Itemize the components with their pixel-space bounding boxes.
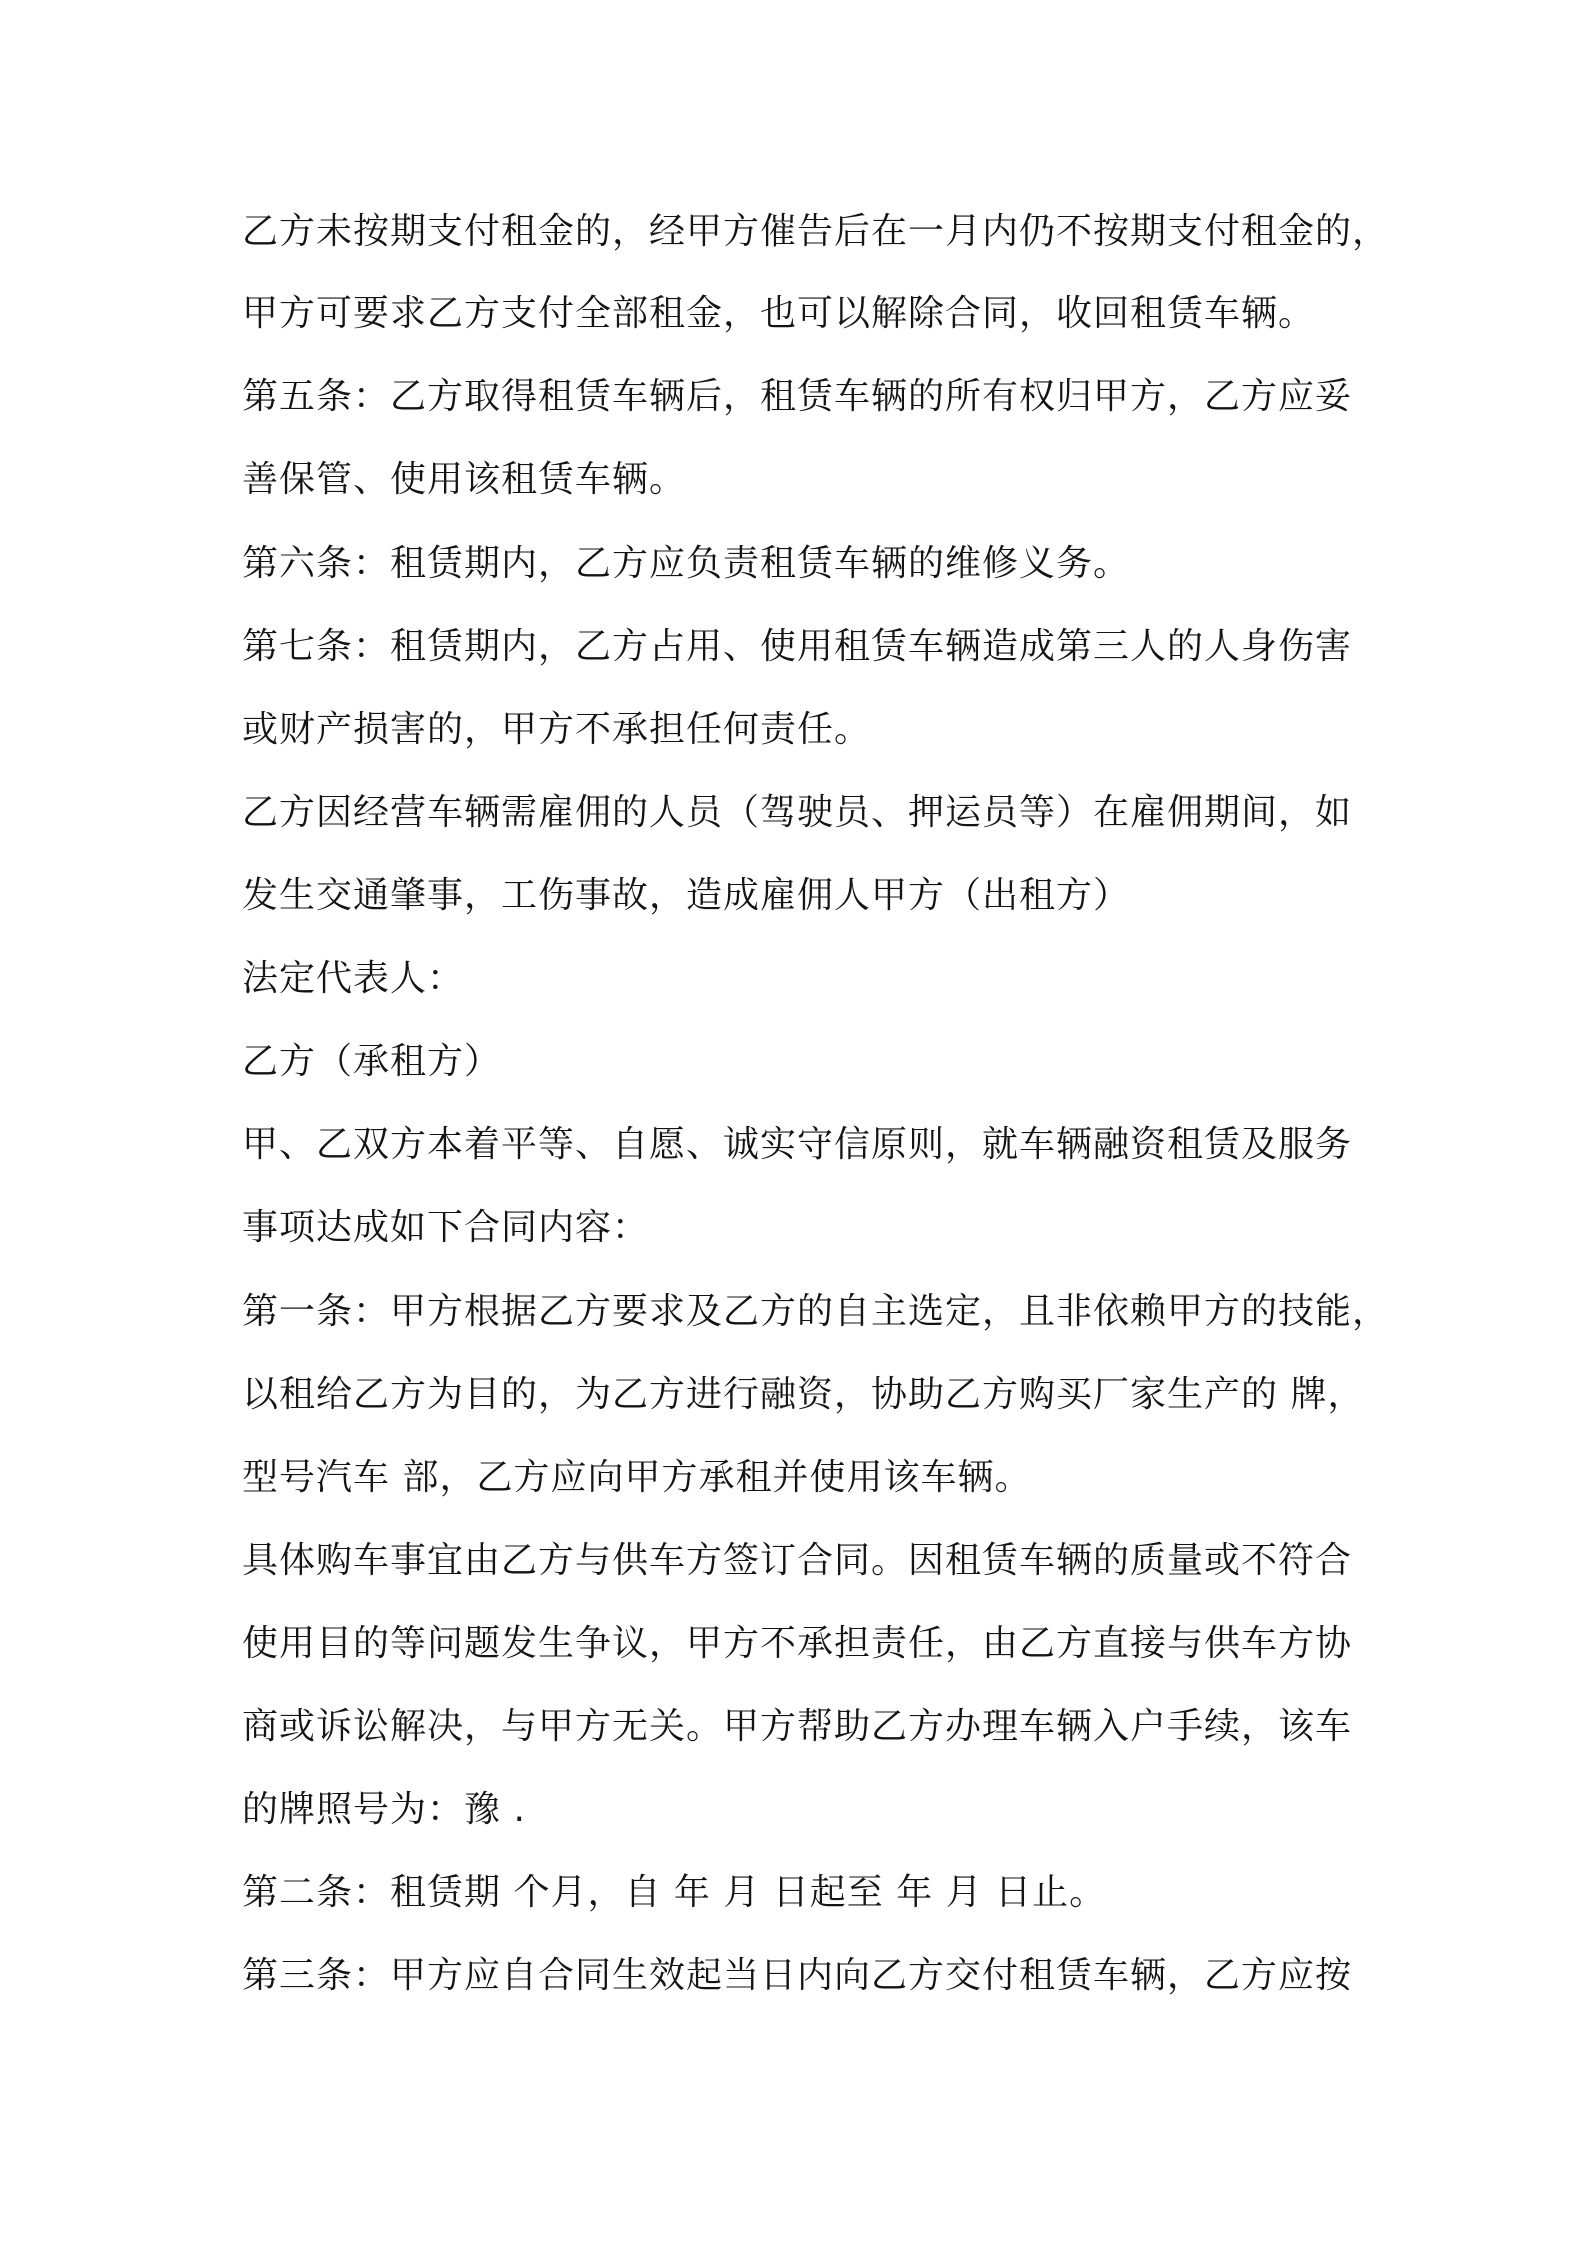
text-line: 第二条：租赁期 个月，自 年 月 日起至 年 月 日止。 <box>242 1872 1107 1913</box>
text-line: 善保管、使用该租赁车辆。 <box>242 459 687 500</box>
text-line: 或财产损害的，甲方不承担任何责任。 <box>242 709 872 750</box>
text-line: 乙方未按期支付租金的，经甲方催告后在一月内仍不按期支付租金的， <box>242 211 1390 252</box>
text-line: 第五条：乙方取得租赁车辆后，租赁车辆的所有权归甲方，乙方应妥 <box>242 376 1353 417</box>
text-line: 乙方（承租方） <box>242 1041 502 1082</box>
text-line: 甲方可要求乙方支付全部租金，也可以解除合同，收回租赁车辆。 <box>242 293 1316 334</box>
text-line: 第三条：甲方应自合同生效起当日内向乙方交付租赁车辆，乙方应按 <box>242 1955 1353 1996</box>
text-line: 乙方因经营车辆需雇佣的人员（驾驶员、押运员等）在雇佣期间，如 <box>242 792 1353 833</box>
text-line: 第一条：甲方根据乙方要求及乙方的自主选定，且非依赖甲方的技能， <box>242 1291 1390 1332</box>
text-line: 的牌照号为：豫 . <box>242 1789 526 1830</box>
text-line: 发生交通肇事，工伤事故，造成雇佣人甲方（出租方） <box>242 875 1131 916</box>
text-line: 第七条：租赁期内，乙方占用、使用租赁车辆造成第三人的人身伤害 <box>242 626 1353 667</box>
text-line: 使用目的等问题发生争议，甲方不承担责任，由乙方直接与供车方协 <box>242 1623 1353 1664</box>
text-line: 事项达成如下合同内容： <box>242 1207 650 1248</box>
text-line: 具体购车事宜由乙方与供车方签订合同。因租赁车辆的质量或不符合 <box>242 1540 1353 1581</box>
text-line: 以租给乙方为目的，为乙方进行融资，协助乙方购买厂家生产的 牌， <box>242 1374 1365 1415</box>
text-line: 第六条：租赁期内，乙方应负责租赁车辆的维修义务。 <box>242 543 1131 584</box>
text-line: 法定代表人： <box>242 958 465 999</box>
text-line: 甲、乙双方本着平等、自愿、诚实守信原则，就车辆融资租赁及服务 <box>242 1124 1353 1165</box>
text-line: 型号汽车 部，乙方应向甲方承租并使用该车辆。 <box>242 1457 1032 1498</box>
text-line: 商或诉讼解决，与甲方无关。甲方帮助乙方办理车辆入户手续，该车 <box>242 1706 1353 1747</box>
